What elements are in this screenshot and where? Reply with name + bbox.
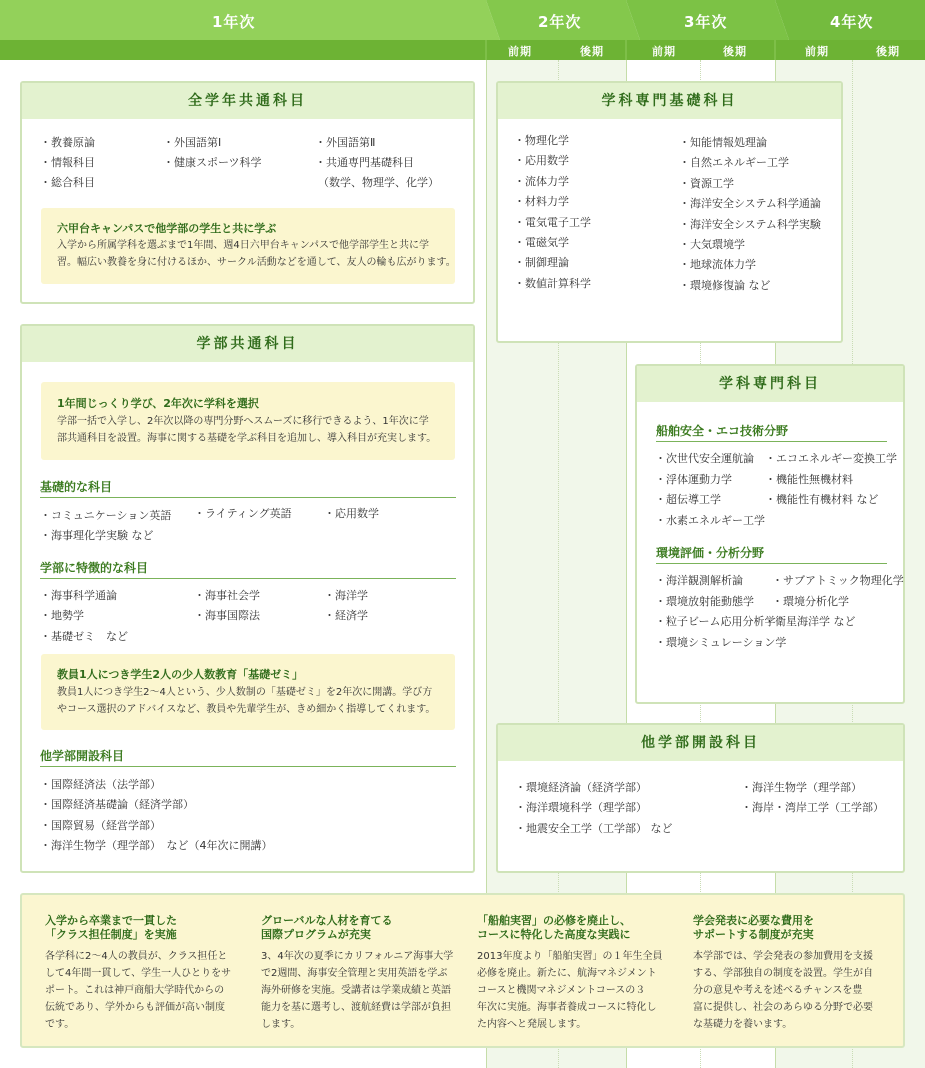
list-item: ・海洋安全システム科学実験 [679,218,821,231]
feature-title: 「クラス担任制度」を実施 [45,928,177,941]
list-item: ・地勢学 [40,609,84,622]
feature-text: 海外研修を実施。受講者は学業成績と英語 [261,985,451,996]
info-box-text: 入学から所属学科を選ぶまで1年間、週4日六甲台キャンパスで他学部学生と共に学 [57,240,430,251]
feature-title: グローバルな人材を育てる [261,914,393,927]
feature-text: な基礎力を養います。 [693,1019,793,1030]
info-box-title: 教員1人につき学生2人の少人数教育「基礎ゼミ」 [57,668,304,681]
list-item: ・環境放射能動態学 [655,595,754,608]
common-all-years-card [20,81,475,304]
card-title: 学部共通科目 [22,326,473,362]
list-item: ・ライティング英語 [194,507,292,520]
list-item: ・粒子ビーム応用分析学 [655,615,776,628]
info-box [41,382,455,460]
list-item: ・外国語第Ⅱ [315,136,376,149]
section-title: 環境評価・分析分野 [656,546,765,560]
list-item: ・海洋環境科学（理学部） [515,801,647,814]
section-divider [656,563,887,564]
list-item: ・大気環境学 [679,238,745,251]
list-item: ・サブアトミック物理化学 [772,574,904,587]
list-item: ・資源工学 [679,177,734,190]
feature-text: 年次に実施。海事者養成コースに特化し [477,1002,657,1013]
list-item: ・経済学 [324,609,368,622]
feature-text: 伝統であり、学外からも評価が高い制度 [45,1002,225,1013]
year-header-bar [0,0,925,60]
list-item: ・コミュニケーション英語 [40,509,172,522]
list-item: ・機能性有機材料 など [765,493,879,506]
feature-text: 分の意見や考えを述べるチャンスを豊 [693,985,863,996]
feature-text: た内容へと発展します。 [477,1019,587,1030]
feature-title: サポートする制度が充実 [693,928,814,941]
feature-title: 学会発表に必要な費用を [693,914,814,927]
section-divider [40,497,456,498]
list-item: ・情報科目 [40,156,95,169]
list-item: ・環境経済論（経済学部） [515,781,647,794]
list-item: ・海事国際法 [194,609,260,622]
feature-title: 国際プログラムが充実 [261,928,371,941]
list-item: ・水素エネルギー工学 [655,514,765,527]
list-item: ・地震安全工学（工学部） など [515,822,673,835]
list-item: ・海洋観測解析論 [655,574,743,587]
section-divider [40,578,456,579]
list-item: ・国際経済法（法学部） [40,778,161,791]
feature-text: ポート。これは神戸商船大学時代からの [45,985,225,996]
list-item: ・環境分析化学 [772,595,849,608]
list-item: ・教養原論 [40,136,95,149]
year-4-label: 4年次 [830,13,874,31]
card-title: 全学年共通科目 [22,83,473,119]
list-item: ・流体力学 [514,175,569,188]
info-box-text: やコース選択のアドバイスなど、教員や先輩学生が、きめ細かく指導してくれます。 [57,704,436,715]
list-item: （数学、物理学、化学） [318,176,439,189]
feature-text: する、学部独自の制度を設置。学生が自 [693,968,873,979]
semester-label: 後期 [580,45,604,58]
feature-text: 富に提供し、社会のあらゆる分野で必要 [693,1002,873,1013]
list-item: ・海事社会学 [194,589,260,602]
feature-text: 本学部では、学会発表の参加費用を支援 [693,951,873,962]
list-item: ・応用数学 [514,154,569,167]
info-box-text: 習。幅広い教養を身に付けるほか、サークル活動などを通して、友人の輪も広がります。 [57,257,456,268]
feature-text: 能力を基に選考し、渡航経費は学部が負担 [261,1002,451,1013]
other-faculty-card [496,723,905,873]
section-title: 基礎的な科目 [40,480,113,494]
faculty-common-card [20,324,475,873]
info-box-text: 学部一括で入学し、2年次以降の専門分野へスムーズに移行できるよう、1年次に学 [57,416,429,427]
feature-text: して4年間一貫して、学生一人ひとりをサ [45,968,232,979]
year-3-label: 3年次 [684,13,728,31]
list-item: ・環境シミュレーション学 [655,636,787,649]
list-item: ・外国語第Ⅰ [163,136,222,149]
list-item: ・自然エネルギー工学 [679,156,789,169]
list-item: ・電磁気学 [514,236,569,249]
semester-label: 後期 [723,45,747,58]
semester-label: 前期 [652,45,676,58]
list-item: ・地球流体力学 [679,258,756,271]
list-item: ・衛星海洋学 など [764,615,856,628]
feature-text: 各学科に2～4人の教員が、クラス担任と [45,951,228,962]
year-1-label: 1年次 [212,13,256,31]
year-2-label: 2年次 [538,13,582,31]
list-item: ・環境修復論 など [679,279,771,292]
list-item: ・海事科学通論 [40,589,117,602]
list-item: ・海事理化学実験 など [40,529,154,542]
list-item: ・材料力学 [514,195,569,208]
list-item: ・次世代安全運航論 [655,452,754,465]
list-item: ・基礎ゼミ など [40,630,128,643]
list-item: ・海洋生物学（理学部） [741,781,862,794]
list-item: ・国際貿易（経営学部） [40,819,161,832]
feature-text: 3、4年次の夏季にカリフォルニア海事大学 [261,951,454,962]
list-item: ・海洋学 [324,589,368,602]
dept-basic-card [496,81,843,343]
feature-text: します。 [261,1019,301,1030]
section-title: 学部に特徴的な科目 [40,561,149,575]
feature-text: コースと機関マネジメントコースの３ [477,985,646,996]
info-box-title: 六甲台キャンパスで他学部の学生と共に学ぶ [57,222,277,235]
semester-label: 前期 [508,45,532,58]
list-item: ・超伝導工学 [655,493,721,506]
list-item: ・電気電子工学 [514,216,591,229]
card-title: 学科専門科目 [637,366,903,402]
feature-text: 2013年度より「船舶実習」の１年生全員 [477,951,663,962]
feature-text: 必修を廃止。新たに、航海マネジメント [477,968,657,979]
list-item: ・海洋生物学（理学部） など（4年次に開講） [40,839,273,852]
feature-text: で2週間、海事安全管理と実用英語を学ぶ [261,968,448,979]
section-title: 他学部開設科目 [40,749,125,763]
card-title: 学科専門基礎科目 [498,83,841,119]
list-item: ・エコエネルギー変換工学 [765,452,897,465]
section-divider [656,441,887,442]
list-item: ・物理化学 [514,134,569,147]
list-item: ・国際経済基礎論（経済学部） [40,798,194,811]
semester-label: 後期 [876,45,900,58]
info-box [41,654,455,730]
list-item: ・海岸・湾岸工学（工学部） [741,801,884,814]
card-title: 他学部開設科目 [498,725,903,761]
section-divider [40,766,456,767]
list-item: ・知能情報処理論 [679,136,767,149]
list-item: ・応用数学 [324,507,379,520]
info-box-text: 部共通科目を設置。海事に関する基礎を学ぶ科目を追加し、導入科目が充実します。 [57,433,437,444]
dept-special-card [635,364,905,704]
info-box-text: 教員1人につき学生2～4人という、少人数制の「基礎ゼミ」を2年次に開講。学び方 [57,687,433,698]
list-item: ・共通専門基礎科目 [315,156,414,169]
info-box [41,208,455,284]
features-box [20,893,905,1048]
feature-text: です。 [45,1019,75,1030]
semester-label: 前期 [805,45,829,58]
list-item: ・健康スポーツ科学 [163,156,262,169]
list-item: ・海洋安全システム科学通論 [679,197,821,210]
feature-title: 入学から卒業まで一貫した [45,914,177,927]
info-box-title: 1年間じっくり学び、2年次に学科を選択 [57,397,259,410]
list-item: ・浮体運動力学 [655,473,732,486]
list-item: ・機能性無機材料 [765,473,853,486]
list-item: ・総合科目 [40,176,95,189]
list-item: ・数値計算科学 [514,277,591,290]
feature-title: 「船舶実習」の必修を廃止し、 [477,914,631,927]
section-title: 船舶安全・エコ技術分野 [656,424,789,438]
list-item: ・制御理論 [514,256,569,269]
feature-title: コースに特化した高度な実践に [477,928,631,941]
